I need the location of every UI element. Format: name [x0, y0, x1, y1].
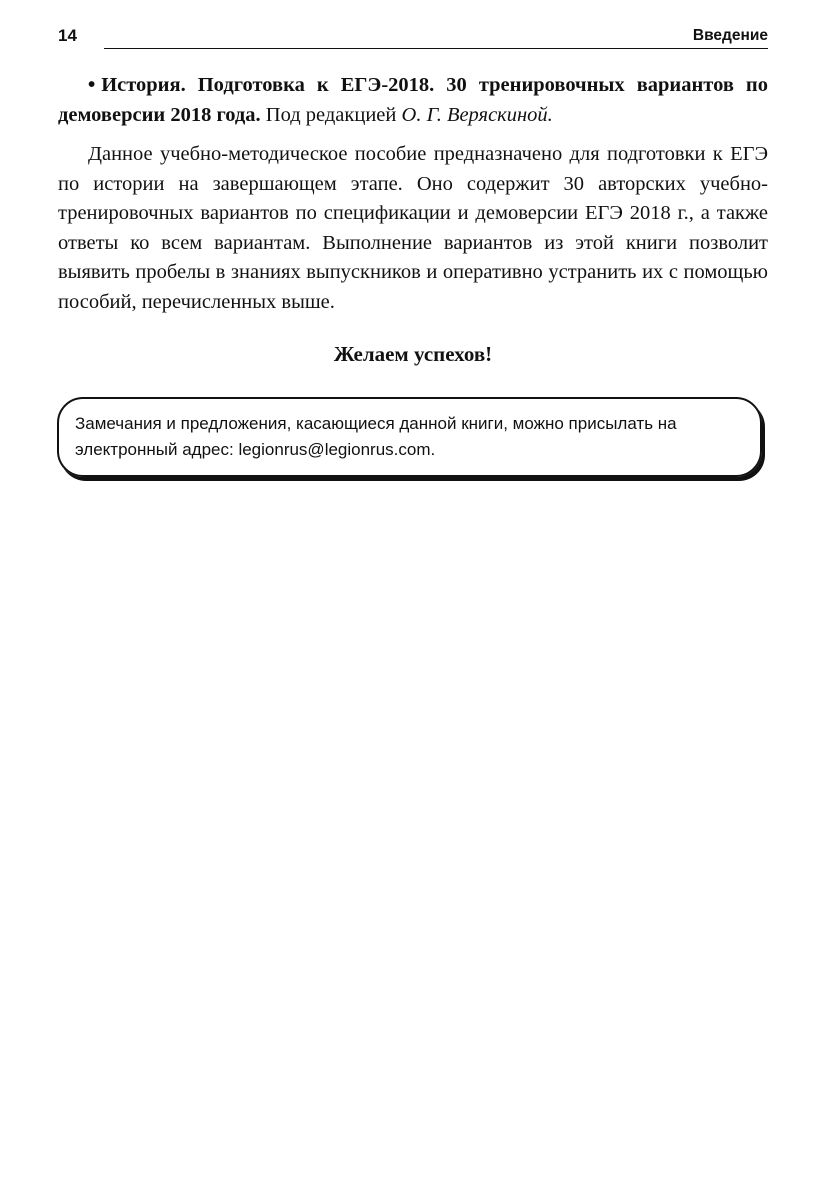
bullet-icon: •: [88, 73, 96, 96]
page-number: 14: [58, 26, 77, 45]
running-head: [58, 24, 768, 50]
book-description: Данное учебно-методическое пособие предназначено для подготовки к ЕГЭ по истории на завершающем этапе. Оно содержит 30 авторских учебно-тренировочных вариантов по спецификации и демоверсии ЕГЭ 2018 г., а также ответы ко всем вариантам. Выполнение вариантов из этой книги позволит выявить пробелы в знаниях выпускников и оперативно устранить их с помощью пособий, перечисленных выше.: [58, 143, 768, 313]
book-title: История. Подготовка к ЕГЭ-2018. 30 тренировочных вариантов по демоверсии 2018 года.: [58, 74, 768, 126]
feedback-note-text: Замечания и предложения, касающиеся данной книги, можно присылать на электронный адрес: legionrus@legionrus.com.: [75, 414, 677, 459]
body-text: [58, 70, 768, 317]
book-entry: [58, 70, 768, 130]
closing-wish: Желаем успехов!: [333, 342, 493, 366]
editor-prefix: Под редакцией: [265, 103, 397, 126]
editor-name: О. Г. Веряскиной.: [401, 103, 553, 126]
feedback-note-box: [57, 397, 762, 477]
header-rule: [104, 48, 768, 49]
section-title: Введение: [692, 27, 768, 44]
